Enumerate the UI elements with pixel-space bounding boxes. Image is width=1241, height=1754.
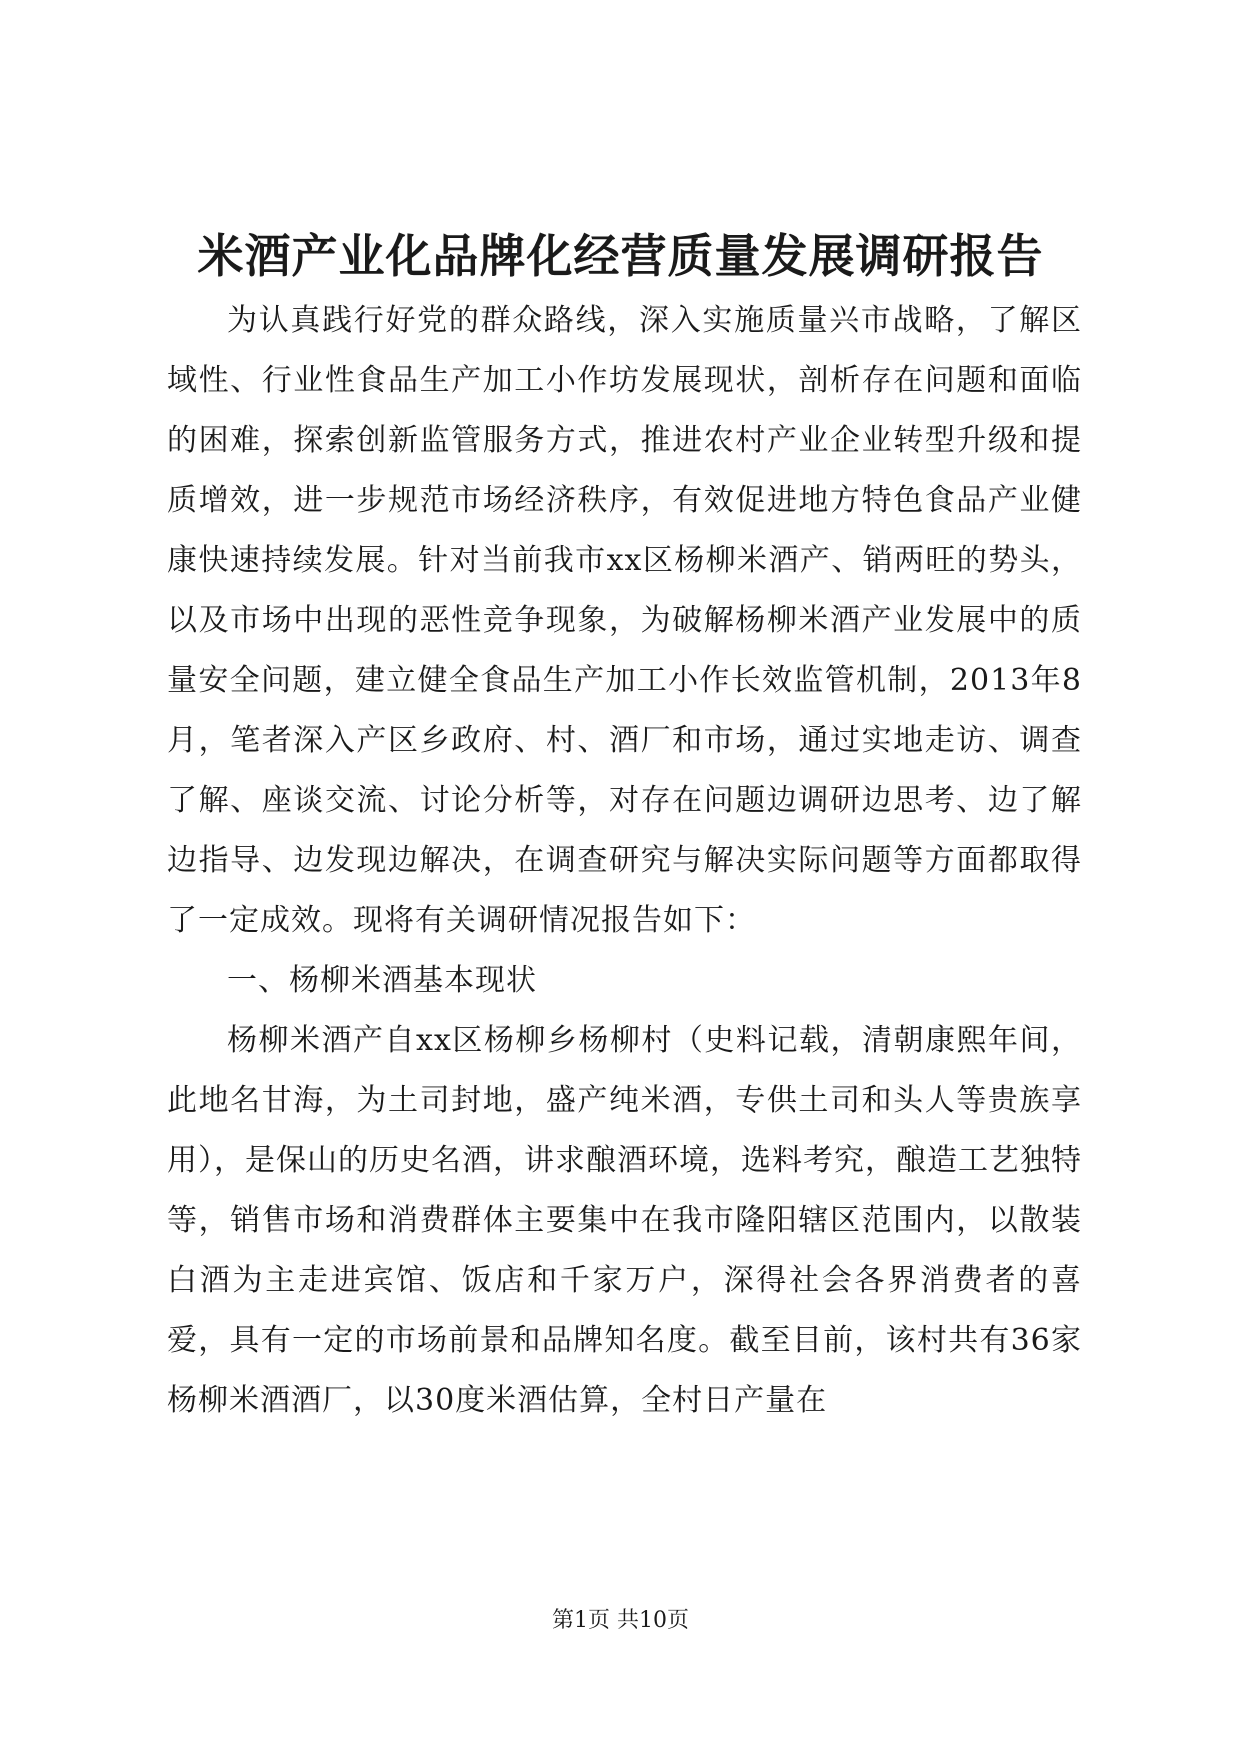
section-paragraph: 杨柳米酒产自xx区杨柳乡杨柳村（史料记载，清朝康熙年间，此地名甘海，为土司封地，盛产纯米酒，专供土司和头人等贵族享用），是保山的历史名酒，讲求酿酒环境，选料考究，酿造工艺独特等，销售市场和消费群体主要集中在我市隆阳辖区范围内，以散装白酒为主走进宾馆、饭店和千家万户，深得社会各界消费者的喜爱，具有一定的市场前景和品牌知名度。截至目前，该村共有36家杨柳米酒酒厂，以30度米酒估算，全村日产量在 [167, 1023, 1082, 1418]
document-title: 米酒产业化品牌化经营质量发展调研报告 [197, 229, 1044, 283]
page-footer: 第1页 共10页 [552, 1608, 689, 1633]
intro-paragraph: 为认真践行好党的群众路线，深入实施质量兴市战略，了解区域性、行业性食品生产加工小作坊发展现状，剖析存在问题和面临的困难，探索创新监管服务方式，推进农村产业企业转型升级和提质增效，进一步规范市场经济秩序，有效促进地方特色食品产业健康快速持续发展。针对当前我市xx区杨柳米酒产、销两旺的势头，以及市场中出现的恶性竞争现象，为破解杨柳米酒产业发展中的质量安全问题，建立健全食品生产加工小作长效监管机制，2013年8月，笔者深入产区乡政府、村、酒厂和市场，通过实地走访、调查了解、座谈交流、讨论分析等，对存在问题边调研边思考、边了解边指导、边发现边解决，在调查研究与解决实际问题等方面都取得了一定成效。现将有关调研情况报告如下： [167, 303, 1082, 938]
document-body [167, 291, 1082, 1431]
section-heading: 一、杨柳米酒基本现状 [227, 963, 537, 998]
